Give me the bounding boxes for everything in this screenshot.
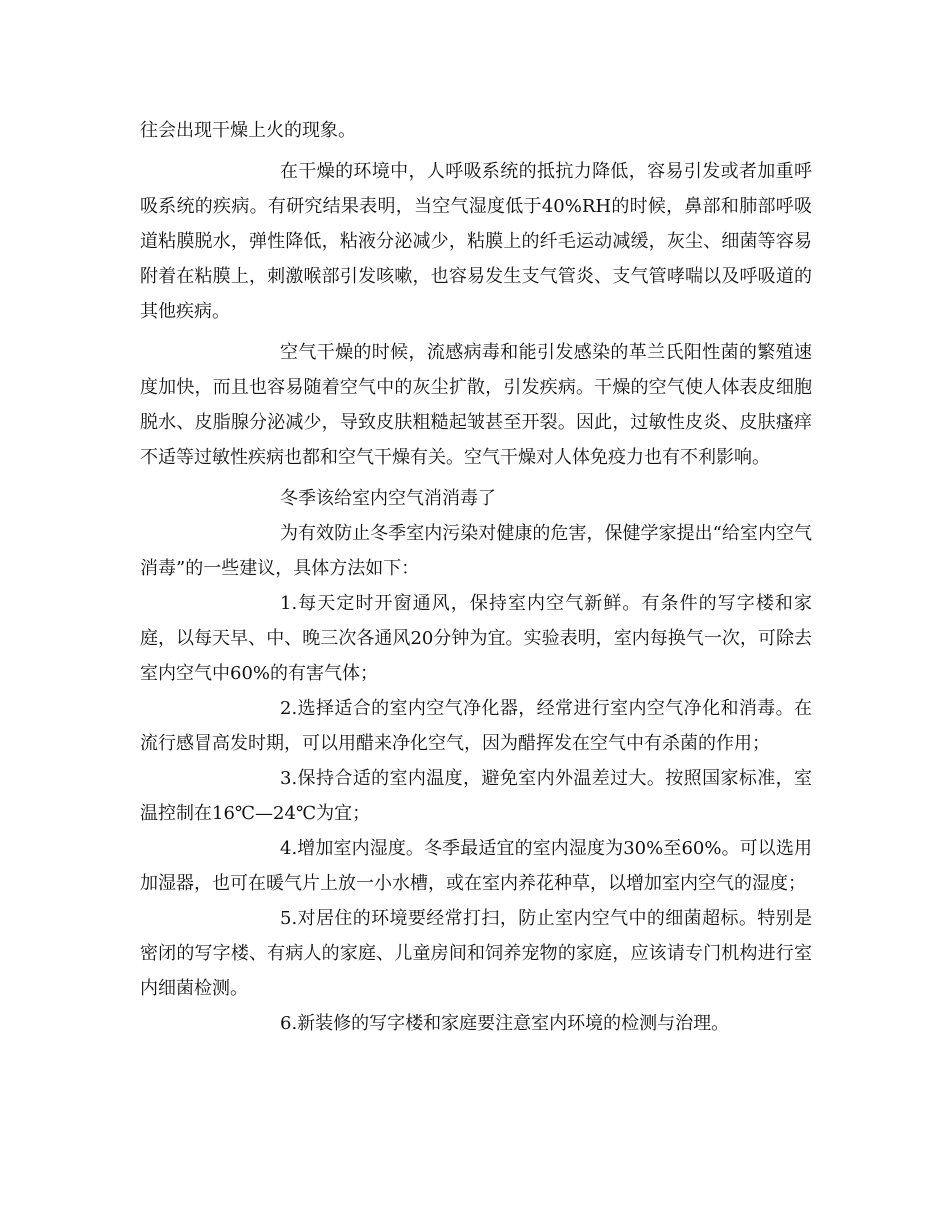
document-body — [140, 113, 812, 1041]
section-heading: 冬季该给室内空气消消毒了 — [280, 488, 496, 509]
paragraph-skin-effects: 空气干燥的时候，流感病毒和能引发感染的革兰氏阳性菌的繁殖速度加快，而且也容易随着空气中的灰尘扩散，引发疾病。干燥的空气使人体表皮细胞脱水、皮脂腺分泌减少，导致皮肤粗糙起皱甚至开裂。因此，过敏性皮炎、皮肤瘙痒不适等过敏性疾病也都和空气干燥有关。空气干燥对人体免疫力也有不利影响。 — [140, 342, 812, 468]
paragraph-continuation: 往会出现干燥上火的现象。 — [140, 120, 356, 141]
list-item-1: 1.每天定时开窗通风，保持室内空气新鲜。有条件的写字楼和家庭，以每天早、中、晚三次各通风20分钟为宜。实验表明，室内每换气一次，可除去室内空气中60%的有害气体； — [140, 593, 812, 684]
list-item-4: 4.增加室内湿度。冬季最适宜的室内湿度为30%至60%。可以选用加湿器，也可在暖气片上放一小水槽，或在室内养花种草，以增加室内空气的湿度； — [140, 838, 812, 894]
list-item-6: 6.新装修的写字楼和家庭要注意室内环境的检测与治理。 — [280, 1013, 730, 1034]
paragraph-intro-advice: 为有效防止冬季室内污染对健康的危害，保健学家提出“给室内空气消毒”的一些建议，具体方法如下： — [140, 523, 812, 579]
paragraph-respiratory-effects: 在干燥的环境中，人呼吸系统的抵抗力降低，容易引发或者加重呼吸系统的疾病。有研究结果表明，当空气湿度低于40%RH的时候，鼻部和肺部呼吸道粘膜脱水，弹性降低，粘液分泌减少，粘膜上的纤毛运动减缓，灰尘、细菌等容易附着在粘膜上，刺激喉部引发咳嗽，也容易发生支气管炎、支气管哮喘以及呼吸道的其他疾病。 — [140, 161, 812, 322]
list-item-2: 2.选择适合的室内空气净化器，经常进行室内空气净化和消毒。在流行感冒高发时期，可以用醋来净化空气，因为醋挥发在空气中有杀菌的作用； — [140, 698, 812, 754]
list-item-3: 3.保持合适的室内温度，避免室内外温差过大。按照国家标准，室温控制在16℃—24℃为宜； — [140, 768, 812, 824]
list-item-5: 5.对居住的环境要经常打扫，防止室内空气中的细菌超标。特别是密闭的写字楼、有病人的家庭、儿童房间和饲养宠物的家庭，应该请专门机构进行室内细菌检测。 — [140, 908, 812, 999]
